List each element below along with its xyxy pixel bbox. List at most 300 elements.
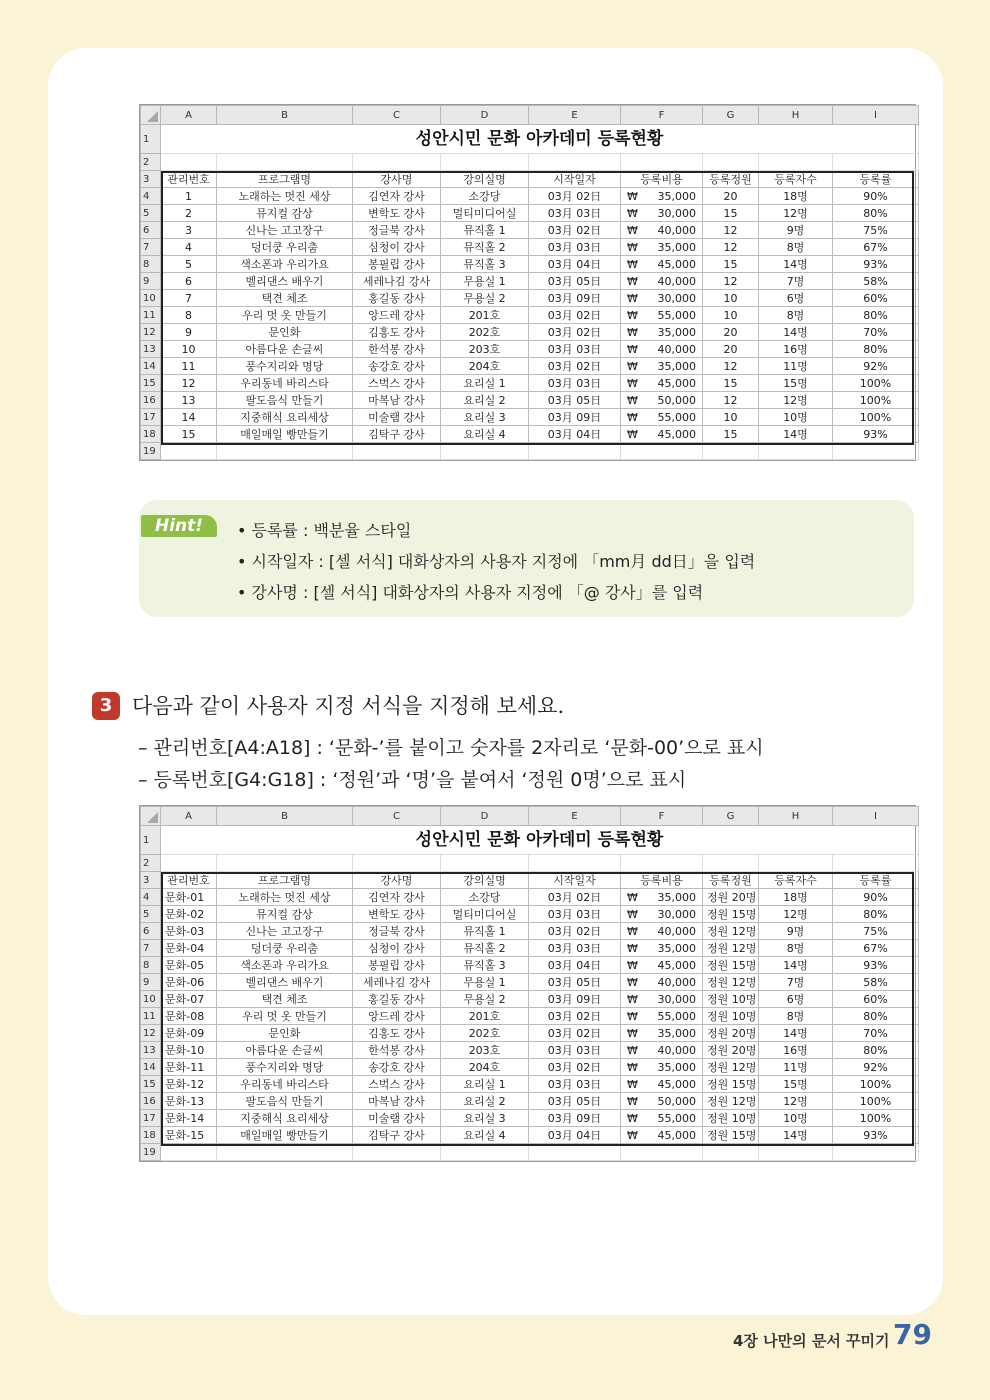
cell-program[interactable]: 풍수지리와 명당: [217, 1059, 353, 1076]
cell[interactable]: [703, 1144, 759, 1161]
cell-cost[interactable]: [621, 375, 703, 392]
column-header[interactable]: B: [217, 106, 353, 125]
cell-capacity[interactable]: 12: [703, 358, 759, 375]
cell-cost[interactable]: [621, 1025, 703, 1042]
row-header[interactable]: 9: [141, 974, 161, 991]
cell-date[interactable]: 03月 02日: [529, 222, 621, 239]
cell[interactable]: [833, 855, 919, 872]
cell-teacher[interactable]: 심청이 강사: [353, 239, 441, 256]
column-title[interactable]: 시작일자: [529, 872, 621, 889]
row-header[interactable]: 13: [141, 341, 161, 358]
cell-room[interactable]: 뮤직홀 2: [441, 940, 529, 957]
row-header[interactable]: 1: [141, 826, 161, 855]
cell-id[interactable]: 문화-10: [161, 1042, 217, 1059]
column-header[interactable]: G: [703, 807, 759, 826]
cell-room[interactable]: 요리실 1: [441, 375, 529, 392]
cell-teacher[interactable]: 홍길동 강사: [353, 991, 441, 1008]
cell-id[interactable]: 5: [161, 256, 217, 273]
cell-teacher[interactable]: 김탁구 강사: [353, 1127, 441, 1144]
cell-rate[interactable]: 80%: [833, 1008, 919, 1025]
cell[interactable]: [217, 855, 353, 872]
cell-date[interactable]: 03月 02日: [529, 923, 621, 940]
row-header[interactable]: 16: [141, 1093, 161, 1110]
cell[interactable]: [441, 443, 529, 460]
cell-capacity[interactable]: 10: [703, 307, 759, 324]
row-header[interactable]: 3: [141, 171, 161, 188]
cell-capacity[interactable]: 정원 20명: [703, 889, 759, 906]
row-header[interactable]: 8: [141, 957, 161, 974]
cell-count[interactable]: 18명: [759, 188, 833, 205]
cell-cost[interactable]: [621, 341, 703, 358]
cell-room[interactable]: 요리실 4: [441, 1127, 529, 1144]
cell-id[interactable]: 11: [161, 358, 217, 375]
cell-date[interactable]: 03月 03日: [529, 205, 621, 222]
cell-id[interactable]: 8: [161, 307, 217, 324]
cell[interactable]: [703, 443, 759, 460]
cell-capacity[interactable]: 정원 12명: [703, 1059, 759, 1076]
cell[interactable]: [353, 855, 441, 872]
cell-id[interactable]: 문화-01: [161, 889, 217, 906]
cell-rate[interactable]: 92%: [833, 358, 919, 375]
cell-teacher[interactable]: 봉필립 강사: [353, 957, 441, 974]
cell-rate[interactable]: 70%: [833, 324, 919, 341]
cell[interactable]: [759, 855, 833, 872]
cell-rate[interactable]: 80%: [833, 205, 919, 222]
cell-cost[interactable]: [621, 923, 703, 940]
cell-capacity[interactable]: 12: [703, 392, 759, 409]
cell[interactable]: [529, 1144, 621, 1161]
row-header[interactable]: 17: [141, 409, 161, 426]
cell-cost[interactable]: [621, 409, 703, 426]
cell-id[interactable]: 15: [161, 426, 217, 443]
cell-count[interactable]: 8명: [759, 1008, 833, 1025]
row-header[interactable]: 18: [141, 1127, 161, 1144]
cell-teacher[interactable]: 마복남 강사: [353, 1093, 441, 1110]
cell[interactable]: [217, 1144, 353, 1161]
column-title[interactable]: 프로그램명: [217, 872, 353, 889]
cell-capacity[interactable]: 15: [703, 256, 759, 273]
cell-capacity[interactable]: 정원 12명: [703, 923, 759, 940]
cell-rate[interactable]: 67%: [833, 239, 919, 256]
cell-rate[interactable]: 90%: [833, 188, 919, 205]
cell-teacher[interactable]: 김홍도 강사: [353, 324, 441, 341]
cell-date[interactable]: 03月 03日: [529, 906, 621, 923]
cell-rate[interactable]: 58%: [833, 273, 919, 290]
cell-count[interactable]: 14명: [759, 1127, 833, 1144]
cell[interactable]: [759, 443, 833, 460]
cell-room[interactable]: 요리실 2: [441, 392, 529, 409]
cell-program[interactable]: 아름다운 손글씨: [217, 341, 353, 358]
cell-capacity[interactable]: 12: [703, 273, 759, 290]
cell-id[interactable]: 7: [161, 290, 217, 307]
cell[interactable]: [833, 443, 919, 460]
cell-id[interactable]: 13: [161, 392, 217, 409]
cell-rate[interactable]: 67%: [833, 940, 919, 957]
select-all-corner[interactable]: [141, 807, 161, 826]
cell-capacity[interactable]: 정원 10명: [703, 1110, 759, 1127]
cell-capacity[interactable]: 20: [703, 341, 759, 358]
cell-cost[interactable]: [621, 974, 703, 991]
cell-rate[interactable]: 100%: [833, 409, 919, 426]
cell-program[interactable]: 노래하는 멋진 세상: [217, 889, 353, 906]
cell-count[interactable]: 14명: [759, 324, 833, 341]
cell-rate[interactable]: 92%: [833, 1059, 919, 1076]
cell-program[interactable]: 노래하는 멋진 세상: [217, 188, 353, 205]
cell[interactable]: [529, 154, 621, 171]
cell-room[interactable]: 뮤직홀 1: [441, 222, 529, 239]
cell-count[interactable]: 10명: [759, 1110, 833, 1127]
cell-room[interactable]: 멀티미디어실: [441, 205, 529, 222]
row-header[interactable]: 11: [141, 307, 161, 324]
cell-count[interactable]: 8명: [759, 307, 833, 324]
cell-teacher[interactable]: 앙드레 강사: [353, 307, 441, 324]
column-header[interactable]: B: [217, 807, 353, 826]
cell[interactable]: [161, 443, 217, 460]
cell-rate[interactable]: 90%: [833, 889, 919, 906]
cell-rate[interactable]: 93%: [833, 957, 919, 974]
cell[interactable]: [353, 154, 441, 171]
cell-program[interactable]: 벨리댄스 배우기: [217, 273, 353, 290]
cell-cost[interactable]: [621, 290, 703, 307]
column-title[interactable]: 관리번호: [161, 872, 217, 889]
cell-capacity[interactable]: 정원 20명: [703, 1025, 759, 1042]
cell-program[interactable]: 우리동네 바리스타: [217, 1076, 353, 1093]
cell-id[interactable]: 14: [161, 409, 217, 426]
cell-cost[interactable]: [621, 1110, 703, 1127]
cell-program[interactable]: 풍수지리와 명당: [217, 358, 353, 375]
cell-room[interactable]: 무용실 1: [441, 273, 529, 290]
column-title[interactable]: 등록정원: [703, 171, 759, 188]
cell-program[interactable]: 우리 멋 옷 만들기: [217, 1008, 353, 1025]
cell-count[interactable]: 12명: [759, 392, 833, 409]
row-header[interactable]: 5: [141, 906, 161, 923]
column-header[interactable]: F: [621, 807, 703, 826]
cell-date[interactable]: 03月 04日: [529, 957, 621, 974]
column-header[interactable]: F: [621, 106, 703, 125]
cell-cost[interactable]: [621, 256, 703, 273]
cell-id[interactable]: 2: [161, 205, 217, 222]
cell[interactable]: [161, 855, 217, 872]
column-header[interactable]: H: [759, 807, 833, 826]
cell-program[interactable]: 지중해식 요리세상: [217, 1110, 353, 1127]
cell[interactable]: [759, 1144, 833, 1161]
cell-date[interactable]: 03月 05日: [529, 974, 621, 991]
cell-rate[interactable]: 93%: [833, 256, 919, 273]
cell-date[interactable]: 03月 04日: [529, 1127, 621, 1144]
cell-count[interactable]: 12명: [759, 205, 833, 222]
cell[interactable]: [441, 154, 529, 171]
cell-rate[interactable]: 100%: [833, 1110, 919, 1127]
cell-count[interactable]: 14명: [759, 1025, 833, 1042]
cell-program[interactable]: 뮤지컬 감상: [217, 205, 353, 222]
cell-cost[interactable]: [621, 1127, 703, 1144]
cell-rate[interactable]: 100%: [833, 1093, 919, 1110]
cell-teacher[interactable]: 김연자 강사: [353, 188, 441, 205]
row-header[interactable]: 11: [141, 1008, 161, 1025]
row-header[interactable]: 19: [141, 1144, 161, 1161]
column-title[interactable]: 등록정원: [703, 872, 759, 889]
row-header[interactable]: 1: [141, 125, 161, 154]
cell-rate[interactable]: 93%: [833, 1127, 919, 1144]
cell-capacity[interactable]: 정원 12명: [703, 974, 759, 991]
row-header[interactable]: 12: [141, 324, 161, 341]
cell-room[interactable]: 요리실 3: [441, 409, 529, 426]
cell-date[interactable]: 03月 05日: [529, 392, 621, 409]
row-header[interactable]: 5: [141, 205, 161, 222]
column-title[interactable]: 등록률: [833, 872, 919, 889]
cell-program[interactable]: 덩더쿵 우리춤: [217, 239, 353, 256]
cell-teacher[interactable]: 김연자 강사: [353, 889, 441, 906]
cell-date[interactable]: 03月 09日: [529, 991, 621, 1008]
cell-count[interactable]: 12명: [759, 906, 833, 923]
cell-id[interactable]: 3: [161, 222, 217, 239]
select-all-corner[interactable]: [141, 106, 161, 125]
cell-id[interactable]: 문화-15: [161, 1127, 217, 1144]
cell-program[interactable]: 매일매일 빵만들기: [217, 426, 353, 443]
cell-rate[interactable]: 93%: [833, 426, 919, 443]
column-title[interactable]: 강사명: [353, 171, 441, 188]
cell-date[interactable]: 03月 02日: [529, 188, 621, 205]
cell[interactable]: [621, 855, 703, 872]
cell-count[interactable]: 7명: [759, 273, 833, 290]
cell-date[interactable]: 03月 09日: [529, 409, 621, 426]
cell-program[interactable]: 지중해식 요리세상: [217, 409, 353, 426]
row-header[interactable]: 10: [141, 991, 161, 1008]
row-header[interactable]: 4: [141, 889, 161, 906]
cell-room[interactable]: 뮤직홀 3: [441, 957, 529, 974]
cell-teacher[interactable]: 세레나김 강사: [353, 273, 441, 290]
cell-capacity[interactable]: 10: [703, 290, 759, 307]
cell-capacity[interactable]: 12: [703, 239, 759, 256]
cell-cost[interactable]: [621, 205, 703, 222]
cell-count[interactable]: 12명: [759, 1093, 833, 1110]
cell-date[interactable]: 03月 09日: [529, 1110, 621, 1127]
cell-capacity[interactable]: 15: [703, 205, 759, 222]
row-header[interactable]: 4: [141, 188, 161, 205]
cell-id[interactable]: 9: [161, 324, 217, 341]
row-header[interactable]: 16: [141, 392, 161, 409]
column-title[interactable]: 강사명: [353, 872, 441, 889]
cell-rate[interactable]: 75%: [833, 923, 919, 940]
cell-room[interactable]: 203호: [441, 341, 529, 358]
cell-date[interactable]: 03月 02日: [529, 324, 621, 341]
cell-capacity[interactable]: 20: [703, 324, 759, 341]
cell-room[interactable]: 요리실 4: [441, 426, 529, 443]
cell-date[interactable]: 03月 03日: [529, 940, 621, 957]
cell-program[interactable]: 팔도음식 만들기: [217, 392, 353, 409]
cell-id[interactable]: 문화-03: [161, 923, 217, 940]
cell-capacity[interactable]: 정원 12명: [703, 940, 759, 957]
cell-room[interactable]: 무용실 2: [441, 290, 529, 307]
cell-rate[interactable]: 80%: [833, 1042, 919, 1059]
cell-teacher[interactable]: 한석봉 강사: [353, 1042, 441, 1059]
cell-rate[interactable]: 75%: [833, 222, 919, 239]
cell-cost[interactable]: [621, 906, 703, 923]
row-header[interactable]: 9: [141, 273, 161, 290]
row-header[interactable]: 19: [141, 443, 161, 460]
row-header[interactable]: 15: [141, 1076, 161, 1093]
column-title[interactable]: 프로그램명: [217, 171, 353, 188]
cell-id[interactable]: 문화-05: [161, 957, 217, 974]
cell-cost[interactable]: [621, 1076, 703, 1093]
cell[interactable]: [621, 154, 703, 171]
row-header[interactable]: 10: [141, 290, 161, 307]
cell-room[interactable]: 요리실 1: [441, 1076, 529, 1093]
column-header[interactable]: C: [353, 106, 441, 125]
cell-id[interactable]: 문화-08: [161, 1008, 217, 1025]
cell-count[interactable]: 16명: [759, 341, 833, 358]
cell-capacity[interactable]: 정원 12명: [703, 1093, 759, 1110]
cell-teacher[interactable]: 정글북 강사: [353, 222, 441, 239]
cell-count[interactable]: 9명: [759, 222, 833, 239]
cell-teacher[interactable]: 미술램 강사: [353, 1110, 441, 1127]
cell[interactable]: [621, 443, 703, 460]
column-header[interactable]: E: [529, 106, 621, 125]
cell-teacher[interactable]: 한석봉 강사: [353, 341, 441, 358]
cell[interactable]: [353, 1144, 441, 1161]
row-header[interactable]: 14: [141, 358, 161, 375]
cell-teacher[interactable]: 정글북 강사: [353, 923, 441, 940]
cell-count[interactable]: 15명: [759, 375, 833, 392]
cell[interactable]: [217, 443, 353, 460]
row-header[interactable]: 6: [141, 222, 161, 239]
cell-program[interactable]: 색소폰과 우리가요: [217, 256, 353, 273]
column-title[interactable]: 등록자수: [759, 171, 833, 188]
cell-capacity[interactable]: 12: [703, 222, 759, 239]
cell-room[interactable]: 무용실 2: [441, 991, 529, 1008]
cell-id[interactable]: 1: [161, 188, 217, 205]
cell[interactable]: [161, 1144, 217, 1161]
cell-rate[interactable]: 100%: [833, 1076, 919, 1093]
row-header[interactable]: 8: [141, 256, 161, 273]
cell-room[interactable]: 204호: [441, 1059, 529, 1076]
cell-capacity[interactable]: 15: [703, 375, 759, 392]
cell-cost[interactable]: [621, 358, 703, 375]
cell[interactable]: [621, 1144, 703, 1161]
cell-id[interactable]: 6: [161, 273, 217, 290]
cell-rate[interactable]: 58%: [833, 974, 919, 991]
cell-program[interactable]: 택견 체조: [217, 991, 353, 1008]
cell-date[interactable]: 03月 03日: [529, 1042, 621, 1059]
cell-room[interactable]: 요리실 2: [441, 1093, 529, 1110]
cell-id[interactable]: 문화-07: [161, 991, 217, 1008]
cell-date[interactable]: 03月 04日: [529, 256, 621, 273]
cell-program[interactable]: 신나는 고고장구: [217, 923, 353, 940]
cell-program[interactable]: 우리동네 바리스타: [217, 375, 353, 392]
cell-program[interactable]: 벨리댄스 배우기: [217, 974, 353, 991]
cell-program[interactable]: 문인화: [217, 324, 353, 341]
column-title[interactable]: 등록률: [833, 171, 919, 188]
cell-count[interactable]: 14명: [759, 256, 833, 273]
cell-id[interactable]: 10: [161, 341, 217, 358]
cell-program[interactable]: 문인화: [217, 1025, 353, 1042]
cell-room[interactable]: 202호: [441, 1025, 529, 1042]
cell-room[interactable]: 뮤직홀 3: [441, 256, 529, 273]
cell-teacher[interactable]: 홍길동 강사: [353, 290, 441, 307]
cell-date[interactable]: 03月 02日: [529, 358, 621, 375]
cell-date[interactable]: 03月 05日: [529, 273, 621, 290]
cell-program[interactable]: 아름다운 손글씨: [217, 1042, 353, 1059]
cell-teacher[interactable]: 송강호 강사: [353, 1059, 441, 1076]
cell-id[interactable]: 문화-04: [161, 940, 217, 957]
cell-program[interactable]: 뮤지컬 감상: [217, 906, 353, 923]
cell-id[interactable]: 12: [161, 375, 217, 392]
cell-cost[interactable]: [621, 889, 703, 906]
cell-count[interactable]: 15명: [759, 1076, 833, 1093]
cell-id[interactable]: 문화-02: [161, 906, 217, 923]
cell-capacity[interactable]: 15: [703, 426, 759, 443]
cell-count[interactable]: 14명: [759, 426, 833, 443]
cell-capacity[interactable]: 정원 15명: [703, 1127, 759, 1144]
cell-teacher[interactable]: 김탁구 강사: [353, 426, 441, 443]
row-header[interactable]: 3: [141, 872, 161, 889]
cell-program[interactable]: 덩더쿵 우리춤: [217, 940, 353, 957]
cell-capacity[interactable]: 20: [703, 188, 759, 205]
cell-teacher[interactable]: 미술램 강사: [353, 409, 441, 426]
row-header[interactable]: 13: [141, 1042, 161, 1059]
row-header[interactable]: 2: [141, 855, 161, 872]
cell[interactable]: [353, 443, 441, 460]
cell-teacher[interactable]: 송강호 강사: [353, 358, 441, 375]
column-header[interactable]: I: [833, 807, 919, 826]
cell-cost[interactable]: [621, 324, 703, 341]
cell-capacity[interactable]: 정원 15명: [703, 906, 759, 923]
cell[interactable]: [703, 154, 759, 171]
cell-id[interactable]: 4: [161, 239, 217, 256]
cell-cost[interactable]: [621, 426, 703, 443]
cell-room[interactable]: 201호: [441, 307, 529, 324]
cell-cost[interactable]: [621, 392, 703, 409]
cell-teacher[interactable]: 스벅스 강사: [353, 1076, 441, 1093]
cell-cost[interactable]: [621, 188, 703, 205]
cell[interactable]: [833, 154, 919, 171]
cell-count[interactable]: 9명: [759, 923, 833, 940]
column-header[interactable]: H: [759, 106, 833, 125]
cell-id[interactable]: 문화-09: [161, 1025, 217, 1042]
cell-teacher[interactable]: 심청이 강사: [353, 940, 441, 957]
column-header[interactable]: E: [529, 807, 621, 826]
cell-count[interactable]: 8명: [759, 239, 833, 256]
row-header[interactable]: 18: [141, 426, 161, 443]
cell-rate[interactable]: 60%: [833, 290, 919, 307]
cell[interactable]: [759, 154, 833, 171]
column-header[interactable]: D: [441, 807, 529, 826]
cell-program[interactable]: 색소폰과 우리가요: [217, 957, 353, 974]
sheet-title[interactable]: 성안시민 문화 아카데미 등록현황: [161, 826, 919, 855]
cell-rate[interactable]: 60%: [833, 991, 919, 1008]
row-header[interactable]: 14: [141, 1059, 161, 1076]
cell-rate[interactable]: 70%: [833, 1025, 919, 1042]
row-header[interactable]: 17: [141, 1110, 161, 1127]
cell-cost[interactable]: [621, 273, 703, 290]
row-header[interactable]: 2: [141, 154, 161, 171]
cell-capacity[interactable]: 정원 15명: [703, 957, 759, 974]
column-title[interactable]: 등록비용: [621, 872, 703, 889]
cell-count[interactable]: 8명: [759, 940, 833, 957]
cell-rate[interactable]: 80%: [833, 307, 919, 324]
cell-id[interactable]: 문화-14: [161, 1110, 217, 1127]
cell-date[interactable]: 03月 02日: [529, 307, 621, 324]
column-title[interactable]: 등록자수: [759, 872, 833, 889]
column-title[interactable]: 관리번호: [161, 171, 217, 188]
cell-cost[interactable]: [621, 1059, 703, 1076]
cell[interactable]: [217, 154, 353, 171]
cell-capacity[interactable]: 정원 10명: [703, 1008, 759, 1025]
cell-cost[interactable]: [621, 239, 703, 256]
cell-room[interactable]: 203호: [441, 1042, 529, 1059]
column-header[interactable]: I: [833, 106, 919, 125]
cell-teacher[interactable]: 변학도 강사: [353, 205, 441, 222]
